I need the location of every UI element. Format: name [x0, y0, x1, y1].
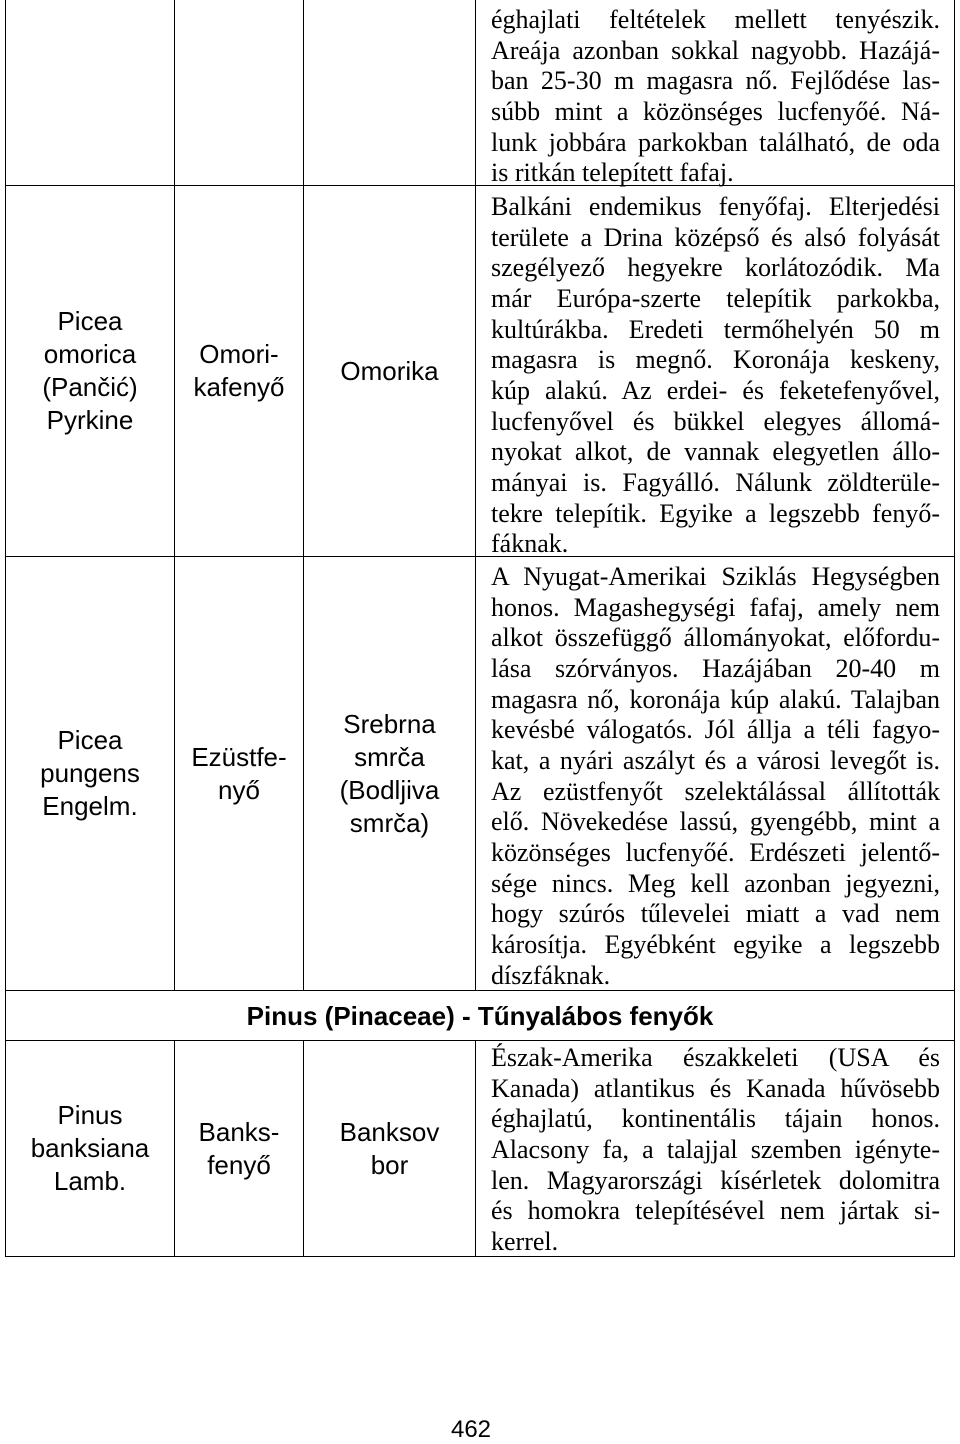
description-line: lunk jobbára parkokban található, de oda [491, 127, 940, 157]
hungarian-name-cell [175, 186, 304, 557]
description-line: sége nincs. Meg kell azonban jegyezni, [491, 868, 940, 898]
description-line: honos. Magashegységi fafaj, amely nem [491, 592, 940, 622]
description-line: kerrel. [491, 1226, 559, 1256]
description-line: magasra nő, koronája kúp alakú. Talajban [491, 684, 940, 714]
latin-name-line: pungens [40, 758, 140, 788]
description-line: Az ezüstfenyőt szelektálással állították [491, 776, 940, 806]
description-line: nyokat alkot, de vannak elegyetlen állo- [491, 437, 940, 467]
hungarian-name-cell [175, 557, 304, 991]
hungarian-name-line: Omori- [199, 339, 279, 369]
description-line: alkot összefüggő állományokat, előfordu- [491, 623, 940, 653]
description-line: szegélyező hegyekre korlátozódik. Ma [491, 253, 940, 283]
section-header: Pinus (Pinaceae) - Tűnyalábos fenyők [5, 991, 955, 1041]
description-line: Kanada) atlantikus és Kanada hűvösebb [491, 1073, 940, 1103]
description-cell [476, 557, 955, 991]
hungarian-name-line: fenyő [207, 1149, 271, 1180]
species-table [5, 0, 955, 1257]
latin-name-line: banksiana [30, 1133, 150, 1163]
description-line: kultúrákba. Eredeti termőhelyén 50 m [491, 314, 940, 344]
description-line: tekre telepítik. Egyike a legszebb fenyő- [491, 498, 940, 528]
serbian-name-line: (Bodljiva [339, 774, 440, 805]
serbian-name-cell [304, 557, 476, 991]
description-line: díszfáknak. [491, 960, 611, 990]
description-line: közönséges lucfenyőé. Erdészeti jelentő- [491, 837, 940, 867]
latin-name-cell [5, 186, 175, 557]
description-line: elő. Növekedése lassú, gyengébb, mint a [491, 807, 940, 837]
description-line: lása szórványos. Hazájában 20-40 m [491, 653, 940, 683]
serbian-name-line: smrča) [349, 807, 430, 838]
description-line: már Európa-szerte telepítik parkokba, [491, 283, 940, 313]
latin-name-cell [5, 0, 175, 186]
latin-name-line: Pyrkine [46, 405, 134, 435]
serbian-name-line: bor [370, 1149, 409, 1180]
description-line: A Nyugat-Amerikai Sziklás Hegységben [491, 562, 940, 591]
latin-name-line: Picea [57, 306, 123, 336]
description-line: Areája azonban sokkal nagyobb. Hazájá- [491, 35, 940, 65]
description-line: lucfenyővel és bükkel elegyes állomá- [491, 406, 940, 436]
latin-name-line: Lamb. [53, 1166, 127, 1196]
description-line: is ritkán telepített fafaj. [491, 158, 734, 188]
description-line: Észak-Amerika északkeleti (USA és [491, 1043, 940, 1072]
description-line: súbb mint a közönséges lucfenyőé. Ná- [491, 96, 940, 126]
serbian-name-line: Srebrna [343, 708, 436, 739]
description-cell [476, 0, 955, 186]
serbian-name-line: Banksov [339, 1116, 440, 1147]
serbian-name-cell [304, 1041, 476, 1257]
latin-name-line: Pinus [57, 1100, 123, 1130]
latin-name-line: Picea [57, 725, 123, 755]
latin-name-line: omorica [43, 339, 137, 369]
description-line: kúp alakú. Az erdei- és feketefenyővel, [491, 375, 940, 405]
description-line: károsítja. Egyébként egyike a legszebb [491, 929, 940, 959]
hungarian-name-line: Banks- [198, 1116, 280, 1147]
description-line: ban 25-30 m magasra nő. Fejlődése las- [491, 66, 940, 96]
description-line: magasra is megnő. Koronája keskeny, [491, 345, 940, 375]
latin-name-line: (Pančić) [42, 372, 138, 402]
serbian-name-line: Omorika [340, 355, 439, 386]
hungarian-name-cell [175, 1041, 304, 1257]
serbian-name-line: smrča [354, 741, 425, 772]
hungarian-name-line: nyő [218, 774, 260, 805]
description-line: hogy szúrós tűlevelei miatt a vad nem [491, 899, 940, 929]
latin-name-line: Engelm. [42, 791, 138, 821]
description-line: éghajlati feltételek mellett tenyészik. [491, 5, 940, 34]
description-line: és homokra telepítésével nem jártak si- [491, 1196, 940, 1226]
description-line: területe a Drina középső és alsó folyását [491, 222, 940, 252]
description-line: mányai is. Fagyálló. Nálunk zöldterüle- [491, 467, 940, 497]
hungarian-name-line: kafenyő [193, 372, 285, 402]
serbian-name-cell [304, 186, 476, 557]
description-line: kevésbé válogatós. Jól állja a téli fagyo- [491, 715, 940, 745]
description-line: kat, a nyári aszályt és a városi levegőt is. [491, 745, 940, 775]
description-line: fáknak. [491, 529, 569, 559]
description-cell [476, 186, 955, 557]
description-cell [476, 1041, 955, 1257]
description-line: Balkáni endemikus fenyőfaj. Elterjedési [491, 192, 940, 221]
hungarian-name-line: Ezüstfe- [191, 741, 287, 772]
description-line: len. Magyarországi kísérletek dolomitra [491, 1165, 940, 1195]
description-line: éghajlatú, kontinentális tájain honos. [491, 1104, 940, 1134]
latin-name-cell [5, 1041, 175, 1257]
latin-name-cell [5, 557, 175, 991]
description-line: Alacsony fa, a talajjal szemben igényte- [491, 1134, 940, 1164]
hungarian-name-cell [175, 0, 304, 186]
page-number: 462 [450, 1416, 492, 1443]
serbian-name-cell [304, 0, 476, 186]
